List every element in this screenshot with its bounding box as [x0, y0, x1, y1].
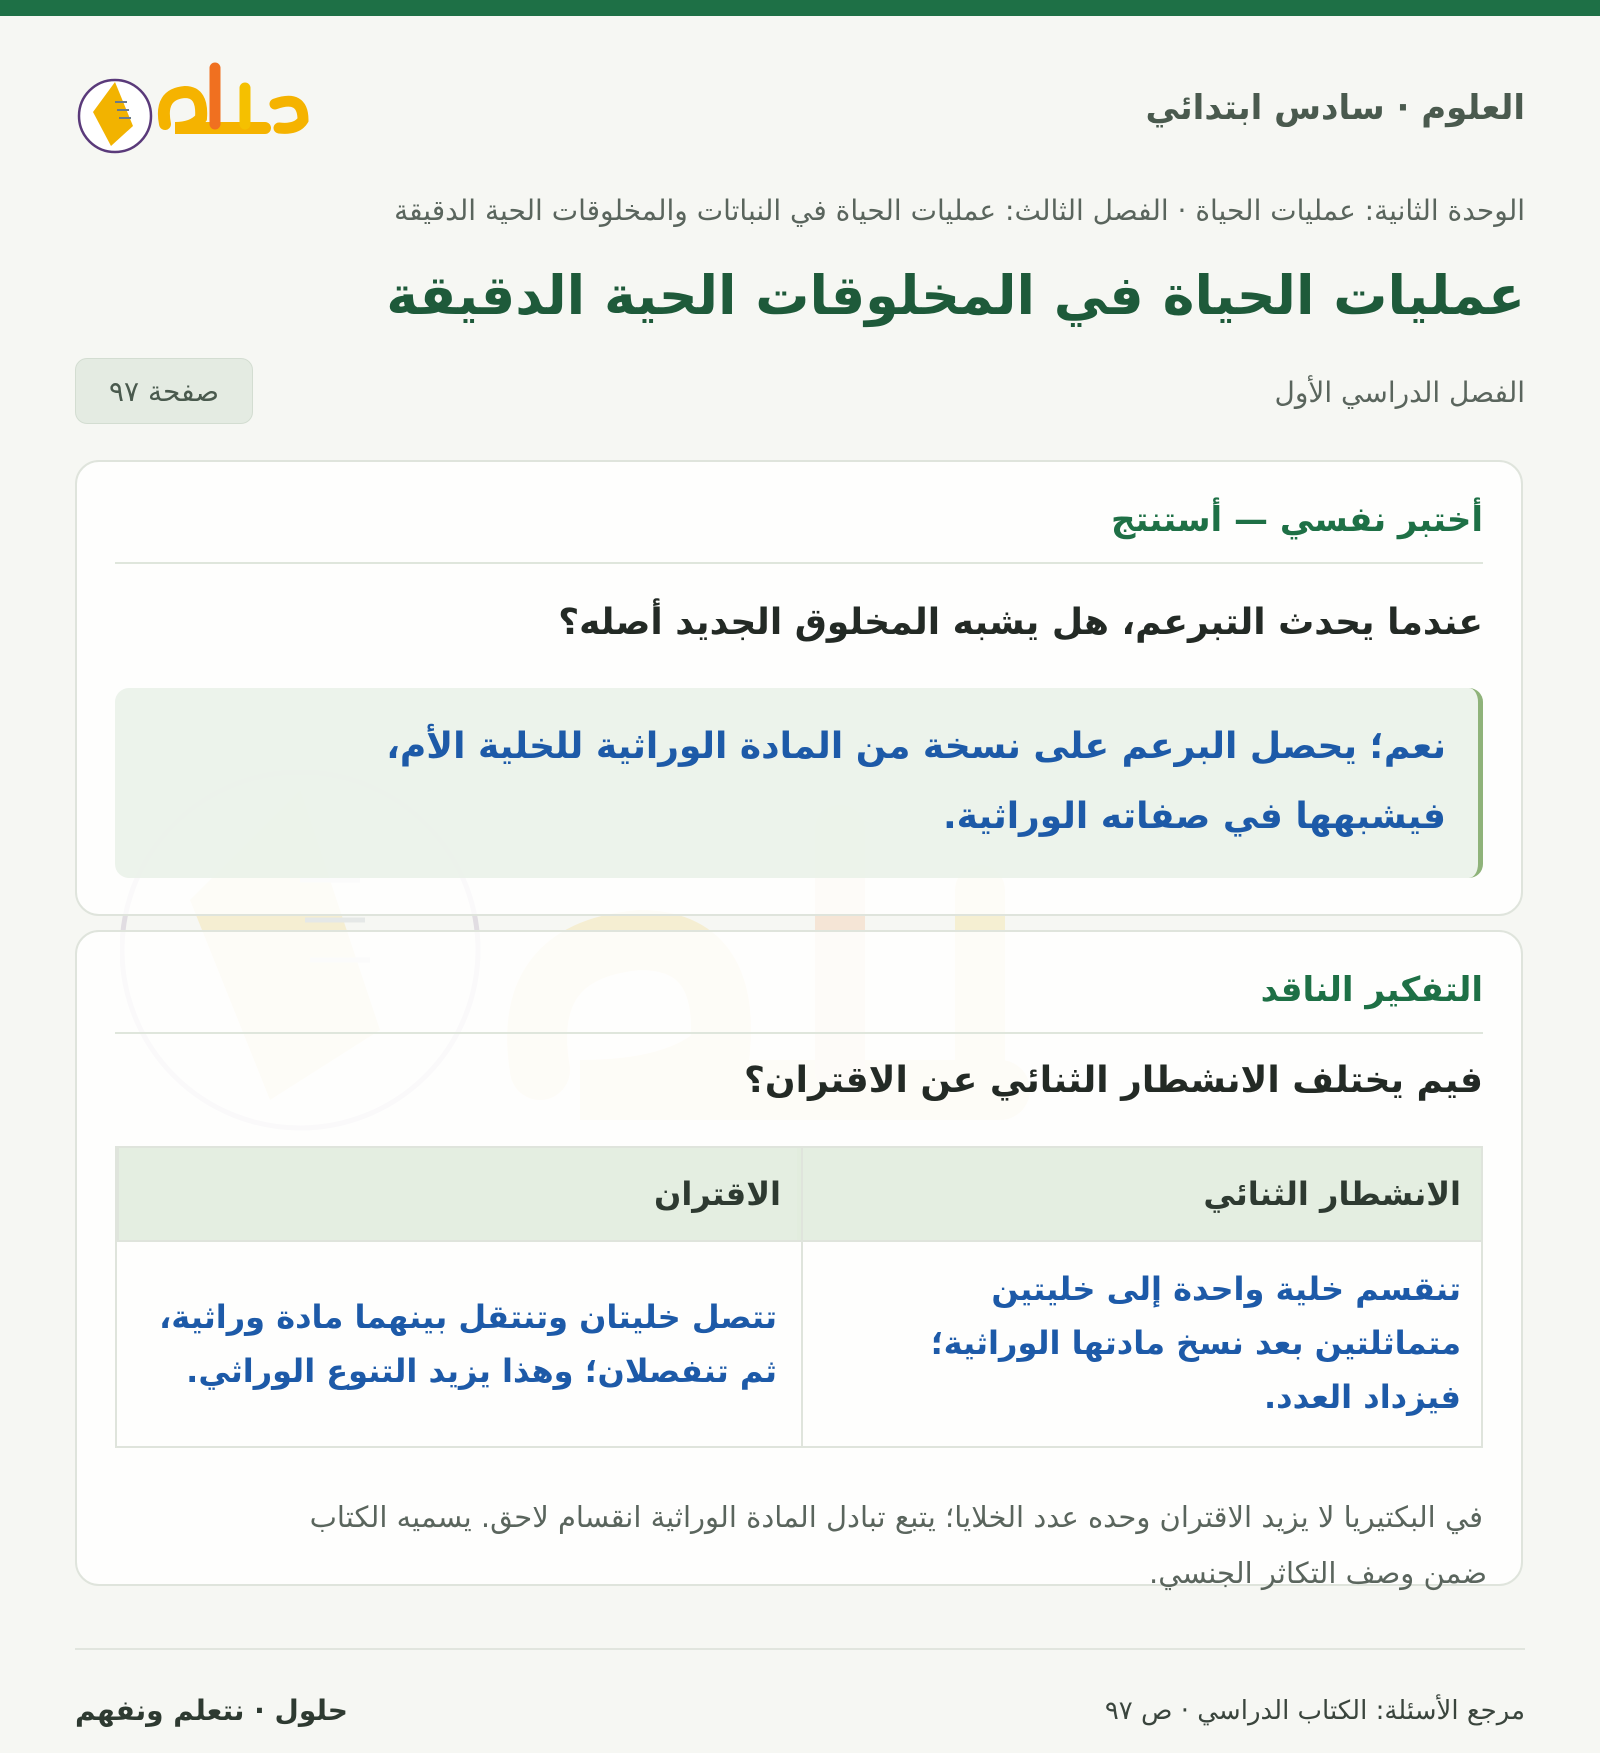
divider: [115, 1032, 1483, 1034]
conjugation-line: تتصل خليتان وتنتقل بينهما مادة وراثية،: [159, 1298, 777, 1336]
table-header-binary-fission: الانشطار الثنائي: [797, 1148, 1481, 1240]
answer-line: فيشبهها في صفاته الوراثية.: [942, 796, 1446, 837]
answer-box: [115, 688, 1483, 878]
critical-thinking-card: [75, 930, 1523, 1586]
page-number-badge: صفحة ٩٧: [75, 358, 253, 424]
footer-reference: مرجع الأسئلة: الكتاب الدراسي · ص ٩٧: [1104, 1696, 1525, 1726]
binary-fission-line: فيزداد العدد.: [1264, 1378, 1461, 1416]
row-divider: [117, 1240, 1481, 1242]
page-title: عمليات الحياة في المخلوقات الحية الدقيقة: [386, 264, 1525, 327]
self-test-card: [75, 460, 1523, 916]
subject-grade: العلوم · سادس ابتدائي: [1145, 88, 1525, 128]
question-text: فيم يختلف الانشطار الثنائي عن الاقتران؟: [744, 1060, 1483, 1101]
page-header: [75, 16, 1525, 186]
breadcrumb: الوحدة الثانية: عمليات الحياة · الفصل الثالث: عمليات الحياة في النباتات والمخلوقات الحية الدقيقة: [394, 194, 1525, 227]
column-divider: [801, 1148, 803, 1446]
semester-label: الفصل الدراسي الأول: [1274, 376, 1525, 409]
binary-fission-line: متماثلتين بعد نسخ مادتها الوراثية؛: [930, 1324, 1461, 1362]
note-line: ضمن وصف التكاثر الجنسي.: [1149, 1556, 1487, 1590]
conjugation-line: ثم تنفصلان؛ وهذا يزيد التنوع الوراثي.: [186, 1352, 777, 1390]
page: [75, 16, 1525, 1727]
section-title: أختبر نفسي — أستنتج: [1110, 500, 1483, 540]
table-header-conjugation: الاقتران: [117, 1148, 801, 1240]
footer-brand[interactable]: حلول · نتعلم ونفهم: [75, 1694, 348, 1727]
footer-divider: [75, 1648, 1525, 1650]
divider: [115, 562, 1483, 564]
top-accent-bar: [0, 0, 1600, 16]
hulul-logo[interactable]: [75, 54, 335, 164]
note-line: في البكتيريا لا يزيد الاقتران وحده عدد الخلايا؛ يتبع تبادل المادة الوراثية انقسام لاحق. يسميه الكتاب: [309, 1500, 1483, 1534]
section-title: التفكير الناقد: [1260, 970, 1483, 1010]
answer-line: نعم؛ يحصل البرعم على نسخة من المادة الوراثية للخلية الأم،: [386, 726, 1446, 767]
comparison-table: [115, 1146, 1483, 1448]
question-text: عندما يحدث التبرعم، هل يشبه المخلوق الجديد أصله؟: [558, 602, 1483, 643]
binary-fission-line: تنقسم خلية واحدة إلى خليتين: [991, 1270, 1461, 1308]
